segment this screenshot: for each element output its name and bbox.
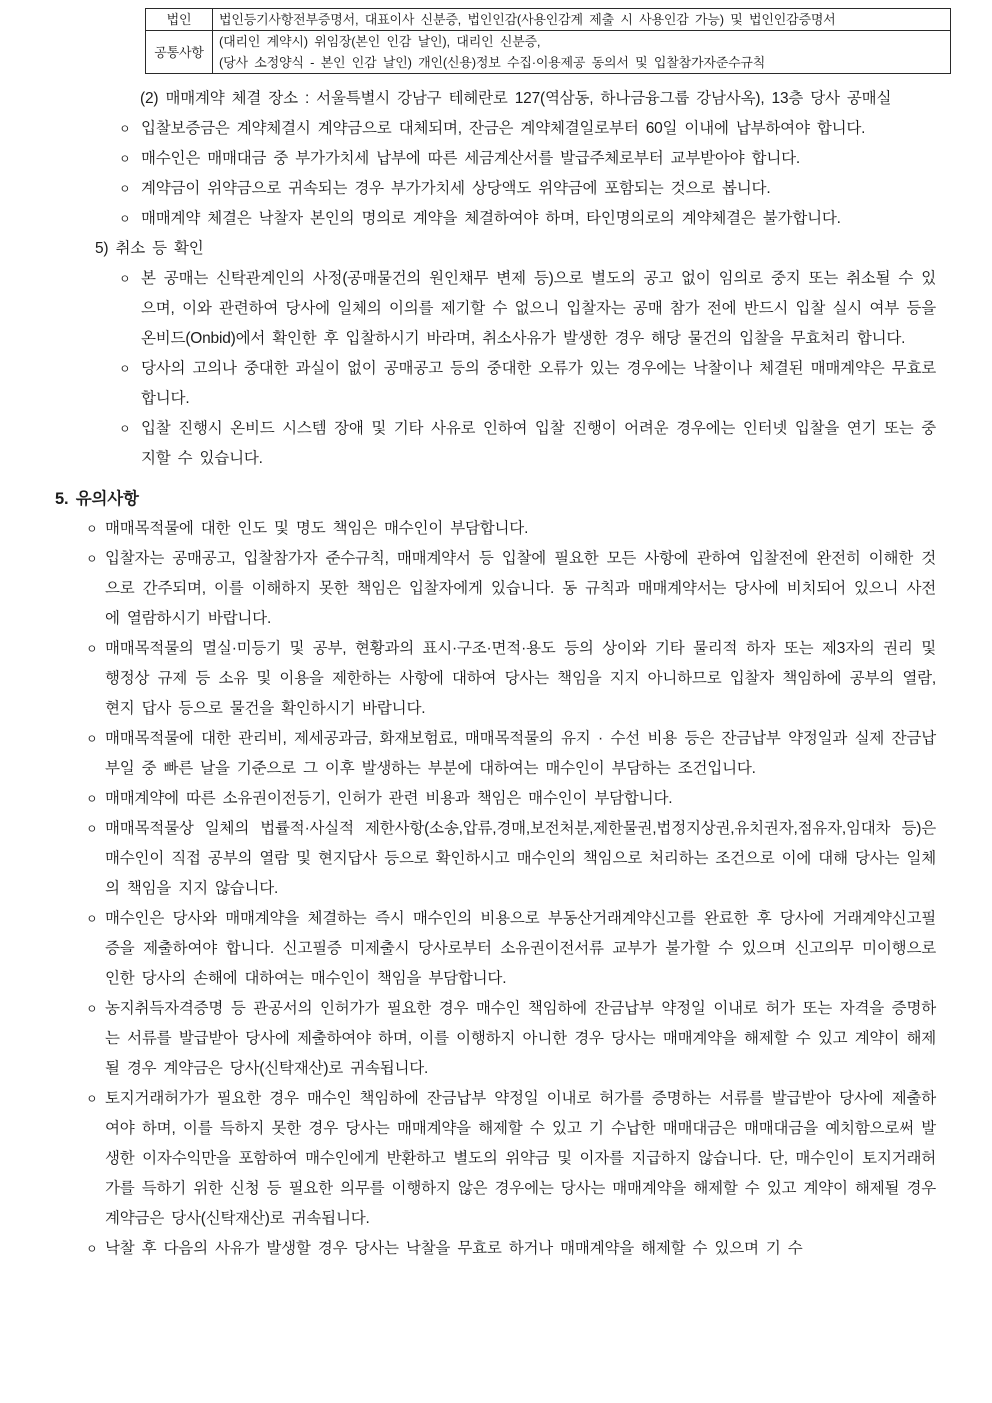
bullet-item xyxy=(118,144,936,174)
bullet-text: 매매목적물에 대한 인도 및 명도 책임은 매수인이 부담합니다. xyxy=(105,520,529,537)
contract-terms-bullet-list xyxy=(118,114,936,234)
bullet-text: 계약금이 위약금으로 귀속되는 경우 부가가치세 상당액도 위약금에 포함되는 것으로 봅니다. xyxy=(141,180,771,197)
table-label-cell: 법인 xyxy=(146,9,213,31)
table-row xyxy=(146,31,951,74)
bullet-text: 낙찰 후 다음의 사유가 발생할 경우 당사는 낙찰을 무효로 하거나 매매계약을 해제할 수 있으며 기 수 xyxy=(105,1240,803,1257)
table-row xyxy=(146,9,951,31)
bullet-item xyxy=(85,784,936,814)
bullet-item xyxy=(118,264,936,354)
bullet-item xyxy=(118,204,936,234)
table-content-cell xyxy=(213,31,951,74)
bullet-marker: ㅇ xyxy=(86,912,98,926)
bullet-text: 매매계약에 따른 소유권이전등기, 인허가 관련 비용과 책임은 매수인이 부담합니다. xyxy=(105,790,673,807)
table-content-line: (대리인 계약시) 위임장(본인 인감 날인), 대리인 신분증, xyxy=(219,34,541,49)
bullet-marker: ㅇ xyxy=(119,212,131,226)
bullet-item xyxy=(85,634,936,724)
bullet-text: 입찰보증금은 계약체결시 계약금으로 대체되며, 잔금은 계약체결일로부터 60일 이내에 납부하여야 합니다. xyxy=(141,120,866,137)
bullet-marker: ㅇ xyxy=(86,822,98,836)
bullet-text: 매매목적물상 일체의 법률적·사실적 제한사항(소송,압류,경매,보전처분,제한물권,법정지상권,유치권자,점유자,임대차 등)은 매수인이 직접 공부의 열람 및 현지답사 등으로 확인하시고 매수인의 책임으로 처리하는 조건으로 이에 대해 당사는 일체의 책임을 지지 않습니다. xyxy=(105,820,936,897)
bullet-text: 매수인은 당사와 매매계약을 체결하는 즉시 매수인의 비용으로 부동산거래계약신고를 완료한 후 당사에 거래계약신고필증을 제출하여야 합니다. 신고필증 미제출시 당사로부터 소유권이전서류 교부가 불가할 수 있으며 신고의무 미이행으로 인한 당사의 손해에 대하여는 매수인이 책임을 부담합니다. xyxy=(105,910,936,987)
bullet-marker: ㅇ xyxy=(86,642,98,656)
bullet-marker: ㅇ xyxy=(86,1002,98,1016)
table-content-cell xyxy=(213,9,951,31)
bullet-item xyxy=(85,1084,936,1234)
bullet-marker: ㅇ xyxy=(86,792,98,806)
bullet-item xyxy=(118,114,936,144)
bullet-item xyxy=(85,904,936,994)
bullet-text: 토지거래허가가 필요한 경우 매수인 책임하에 잔금납부 약정일 이내로 허가를 증명하는 서류를 발급받아 당사에 제출하여야 하며, 이를 득하지 못한 경우 당사는 매매계약을 해제할 수 있고 기 수납한 매매대금은 매매대금을 예치함으로써 발생한 이자수익만을 포함하여 매수인에게 반환하고 별도의 위약금 및 이자를 지급하지 않습니다. 단, 매수인이 토지거래허가를 득하기 위한 신청 등 필요한 의무를 이행하지 않은 경우에는 당사는 매매계약을 해제할 수 있고 계약이 해제될 경우 계약금은 당사(신탁재산)로 귀속됩니다. xyxy=(105,1090,936,1227)
bullet-text: 매수인은 매매대금 중 부가가치세 납부에 따른 세금계산서를 발급주체로부터 교부받아야 합니다. xyxy=(141,150,800,167)
cancel-section-heading: 5) 취소 등 확인 xyxy=(95,240,204,257)
bullet-item xyxy=(85,514,936,544)
bullet-text: 당사의 고의나 중대한 과실이 없이 공매공고 등의 중대한 오류가 있는 경우에는 낙찰이나 체결된 매매계약은 무효로 합니다. xyxy=(141,360,936,407)
bid-requirements-table xyxy=(145,8,951,74)
bullet-marker: ㅇ xyxy=(86,1242,98,1256)
bullet-item xyxy=(85,994,936,1084)
bullet-item xyxy=(85,724,936,784)
table-label-cell: 공통사항 xyxy=(146,31,213,74)
bullet-marker: ㅇ xyxy=(119,182,131,196)
bullet-text: 농지취득자격증명 등 관공서의 인허가가 필요한 경우 매수인 책임하에 잔금납부 약정일 이내로 허가 또는 자격을 증명하는 서류를 발급받아 당사에 제출하여야 하며, 이를 이행하지 아니한 경우 당사는 매매계약을 해제할 수 있고 계약이 해제될 경우 계약금은 당사(신탁재산)로 귀속됩니다. xyxy=(105,1000,936,1077)
bullet-item xyxy=(118,354,936,414)
contract-location-line: (2) 매매계약 체결 장소 : 서울특별시 강남구 테헤란로 127(역삼동, 하나금융그룹 강남사옥), 13층 당사 공매실 xyxy=(140,90,892,107)
bullet-marker: ㅇ xyxy=(86,732,98,746)
bullet-text: 입찰자는 공매공고, 입찰참가자 준수규칙, 매매계약서 등 입찰에 필요한 모든 사항에 관하여 입찰전에 완전히 이해한 것으로 간주되며, 이를 이해하지 못한 책임은 입찰자에게 있습니다. 동 규칙과 매매계약서는 당사에 비치되어 있으니 사전에 열람하시기 바랍니다. xyxy=(105,550,936,627)
bullet-marker: ㅇ xyxy=(86,1092,98,1106)
bullet-text: 매매목적물에 대한 관리비, 제세공과금, 화재보험료, 매매목적물의 유지 · 수선 비용 등은 잔금납부 약정일과 실제 잔금납부일 중 빠른 날을 기준으로 그 이후 발생하는 부분에 대하여는 매수인이 부담하는 조건입니다. xyxy=(105,730,936,777)
bullet-item xyxy=(85,814,936,904)
notice-section-bullet-list xyxy=(85,514,936,1264)
bullet-marker: ㅇ xyxy=(119,422,131,436)
bullet-marker: ㅇ xyxy=(119,152,131,166)
bullet-marker: ㅇ xyxy=(119,272,131,286)
table-content-line: (당사 소정양식 - 본인 인감 날인) 개인(신용)정보 수집·이용제공 동의서 및 입찰참가자준수규칙 xyxy=(219,55,766,70)
bullet-text: 본 공매는 신탁관계인의 사정(공매물건의 원인채무 변제 등)으로 별도의 공고 없이 임의로 중지 또는 취소될 수 있으며, 이와 관련하여 당사에 일체의 이의를 제기할 수 없으니 입찰자는 공매 참가 전에 반드시 입찰 실시 여부 등을 온비드(Onbid)에서 확인한 후 입찰하시기 바라며, 취소사유가 발생한 경우 해당 물건의 입찰을 무효처리 합니다. xyxy=(141,270,936,347)
bullet-item xyxy=(85,1234,936,1264)
bullet-marker: ㅇ xyxy=(86,522,98,536)
bullet-item xyxy=(118,414,936,474)
bullet-marker: ㅇ xyxy=(119,362,131,376)
bullet-text: 매매목적물의 멸실·미등기 및 공부, 현황과의 표시·구조·면적·용도 등의 상이와 기타 물리적 하자 또는 제3자의 권리 및 행정상 규제 등 소유 및 이용을 제한하는 사항에 대하여 당사는 책임을 지지 아니하므로 입찰자 책임하에 공부의 열람, 현지 답사 등으로 물건을 확인하시기 바랍니다. xyxy=(105,640,936,717)
bullet-item xyxy=(85,544,936,634)
bullet-item xyxy=(118,174,936,204)
bullet-marker: ㅇ xyxy=(86,552,98,566)
bullet-text: 매매계약 체결은 낙찰자 본인의 명의로 계약을 체결하여야 하며, 타인명의로의 계약체결은 불가합니다. xyxy=(141,210,841,227)
table-content-line: 법인등기사항전부증명서, 대표이사 신분증, 법인인감(사용인감계 제출 시 사용인감 가능) 및 법인인감증명서 xyxy=(219,12,836,27)
bullet-text: 입찰 진행시 온비드 시스템 장애 및 기타 사유로 인하여 입찰 진행이 어려운 경우에는 인터넷 입찰을 연기 또는 중지할 수 있습니다. xyxy=(141,420,936,467)
bullet-marker: ㅇ xyxy=(119,122,131,136)
cancel-section-bullet-list xyxy=(118,264,936,474)
notice-section-heading: 5. 유의사항 xyxy=(55,490,139,508)
